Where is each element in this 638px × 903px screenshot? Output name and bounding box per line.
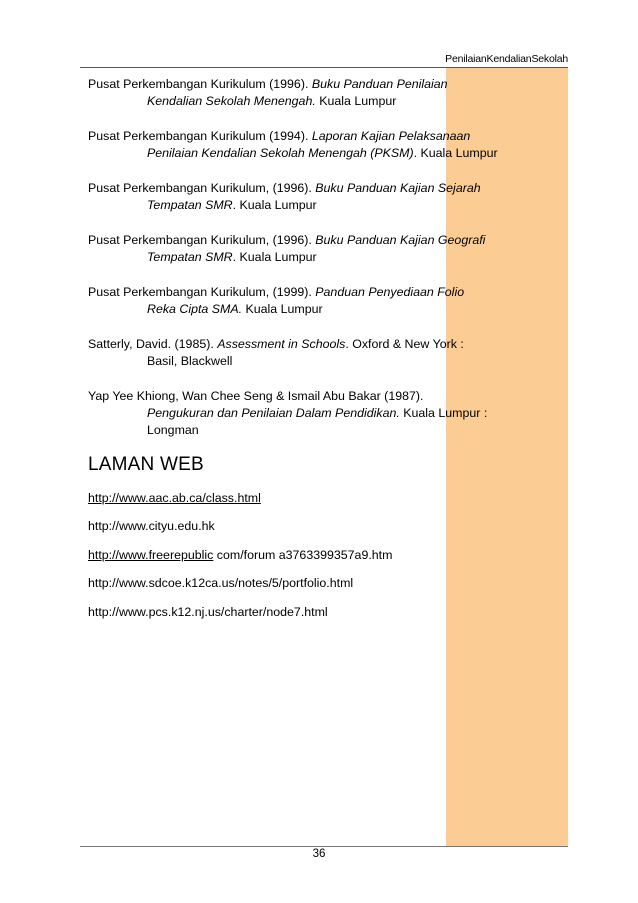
reference-text: Pusat Perkembangan Kurikulum, (1996). xyxy=(88,181,316,195)
reference-text: Pusat Perkembangan Kurikulum, (1996). xyxy=(88,233,316,247)
reference-title-text: Buku Panduan Kajian Sejarah xyxy=(315,181,481,195)
web-link-item xyxy=(88,518,558,546)
reference-text: . Kuala Lumpur xyxy=(232,250,317,264)
page-number: 36 xyxy=(312,848,326,860)
reference-line xyxy=(88,180,558,197)
web-link-item xyxy=(88,490,558,518)
reference-entry xyxy=(88,180,558,214)
reference-text: Pusat Perkembangan Kurikulum (1994). xyxy=(88,129,312,143)
reference-continuation-line xyxy=(88,249,558,266)
reference-line xyxy=(88,336,558,353)
reference-title-text: Tempatan SMR xyxy=(147,198,233,212)
reference-text: Kuala Lumpur xyxy=(315,94,397,108)
reference-text: Pusat Perkembangan Kurikulum (1996). xyxy=(88,77,312,91)
reference-entry xyxy=(88,388,558,439)
reference-title-text: Pengukuran dan Penilaian Dalam Pendidikan. xyxy=(147,406,400,420)
web-link[interactable]: http://www.freerepublic xyxy=(88,547,214,562)
reference-line xyxy=(88,284,558,301)
reference-text: Longman xyxy=(147,423,199,437)
reference-entry xyxy=(88,284,558,318)
reference-text: . Oxford & New York : xyxy=(345,337,464,351)
reference-title-text: Kendalian Sekolah Menengah. xyxy=(147,94,316,108)
reference-title-text: Panduan Penyediaan Folio xyxy=(315,285,465,299)
reference-text: Basil, Blackwell xyxy=(147,354,233,368)
reference-title-text: Buku Panduan Penilaian xyxy=(311,77,448,91)
reference-title-text: Buku Panduan Kajian Geografi xyxy=(315,233,486,247)
reference-title-text: Reka Cipta SMA. xyxy=(147,302,243,316)
footer-rule xyxy=(80,846,568,847)
reference-continuation-line xyxy=(88,93,558,110)
reference-entry xyxy=(88,128,558,162)
web-link-text: http://www.cityu.edu.hk xyxy=(88,519,215,534)
reference-text: Satterly, David. (1985). xyxy=(88,337,218,351)
web-link-text: http://www.sdcoe.k12ca.us/notes/5/portfolio.html xyxy=(88,576,354,591)
web-link-item xyxy=(88,604,558,632)
reference-continuation-line xyxy=(88,145,558,162)
reference-title-text: Assessment in Schools xyxy=(217,337,346,351)
running-header: PenilaianKendalianSekolah xyxy=(445,53,568,65)
reference-title-text: Tempatan SMR xyxy=(147,250,233,264)
reference-continuation-line xyxy=(88,353,558,370)
reference-entry xyxy=(88,76,558,110)
reference-continuation-line xyxy=(88,422,558,439)
reference-text: . Kuala Lumpur xyxy=(413,146,498,160)
reference-title-text: Laporan Kajian Pelaksanaan xyxy=(311,129,471,143)
web-link-list xyxy=(88,490,558,632)
web-link-item xyxy=(88,575,558,603)
reference-text: Kuala Lumpur xyxy=(242,302,323,316)
reference-line xyxy=(88,76,558,93)
reference-line xyxy=(88,388,558,405)
web-link-text: http://www.pcs.k12.nj.us/charter/node7.html xyxy=(88,604,328,619)
reference-text: Kuala Lumpur : xyxy=(399,406,488,420)
section-title-laman-web: LAMAN WEB xyxy=(88,454,204,475)
reference-entry xyxy=(88,336,558,370)
reference-continuation-line xyxy=(88,405,558,422)
reference-list xyxy=(88,76,558,457)
reference-continuation-line xyxy=(88,197,558,214)
reference-continuation-line xyxy=(88,301,558,318)
web-link-item xyxy=(88,547,558,575)
reference-text: Yap Yee Khiong, Wan Chee Seng & Ismail Abu Bakar (1987). xyxy=(88,389,424,403)
reference-line xyxy=(88,232,558,249)
web-link[interactable]: http://www.aac.ab.ca/class.html xyxy=(88,491,261,505)
reference-text: Pusat Perkembangan Kurikulum, (1999). xyxy=(88,285,316,299)
web-link-text: com/forum a3763399357a9.htm xyxy=(213,547,393,562)
reference-text: . Kuala Lumpur xyxy=(232,198,317,212)
reference-line xyxy=(88,128,558,145)
reference-entry xyxy=(88,232,558,266)
reference-title-text: Penilaian Kendalian Sekolah Menengah (PKSM) xyxy=(147,146,414,160)
